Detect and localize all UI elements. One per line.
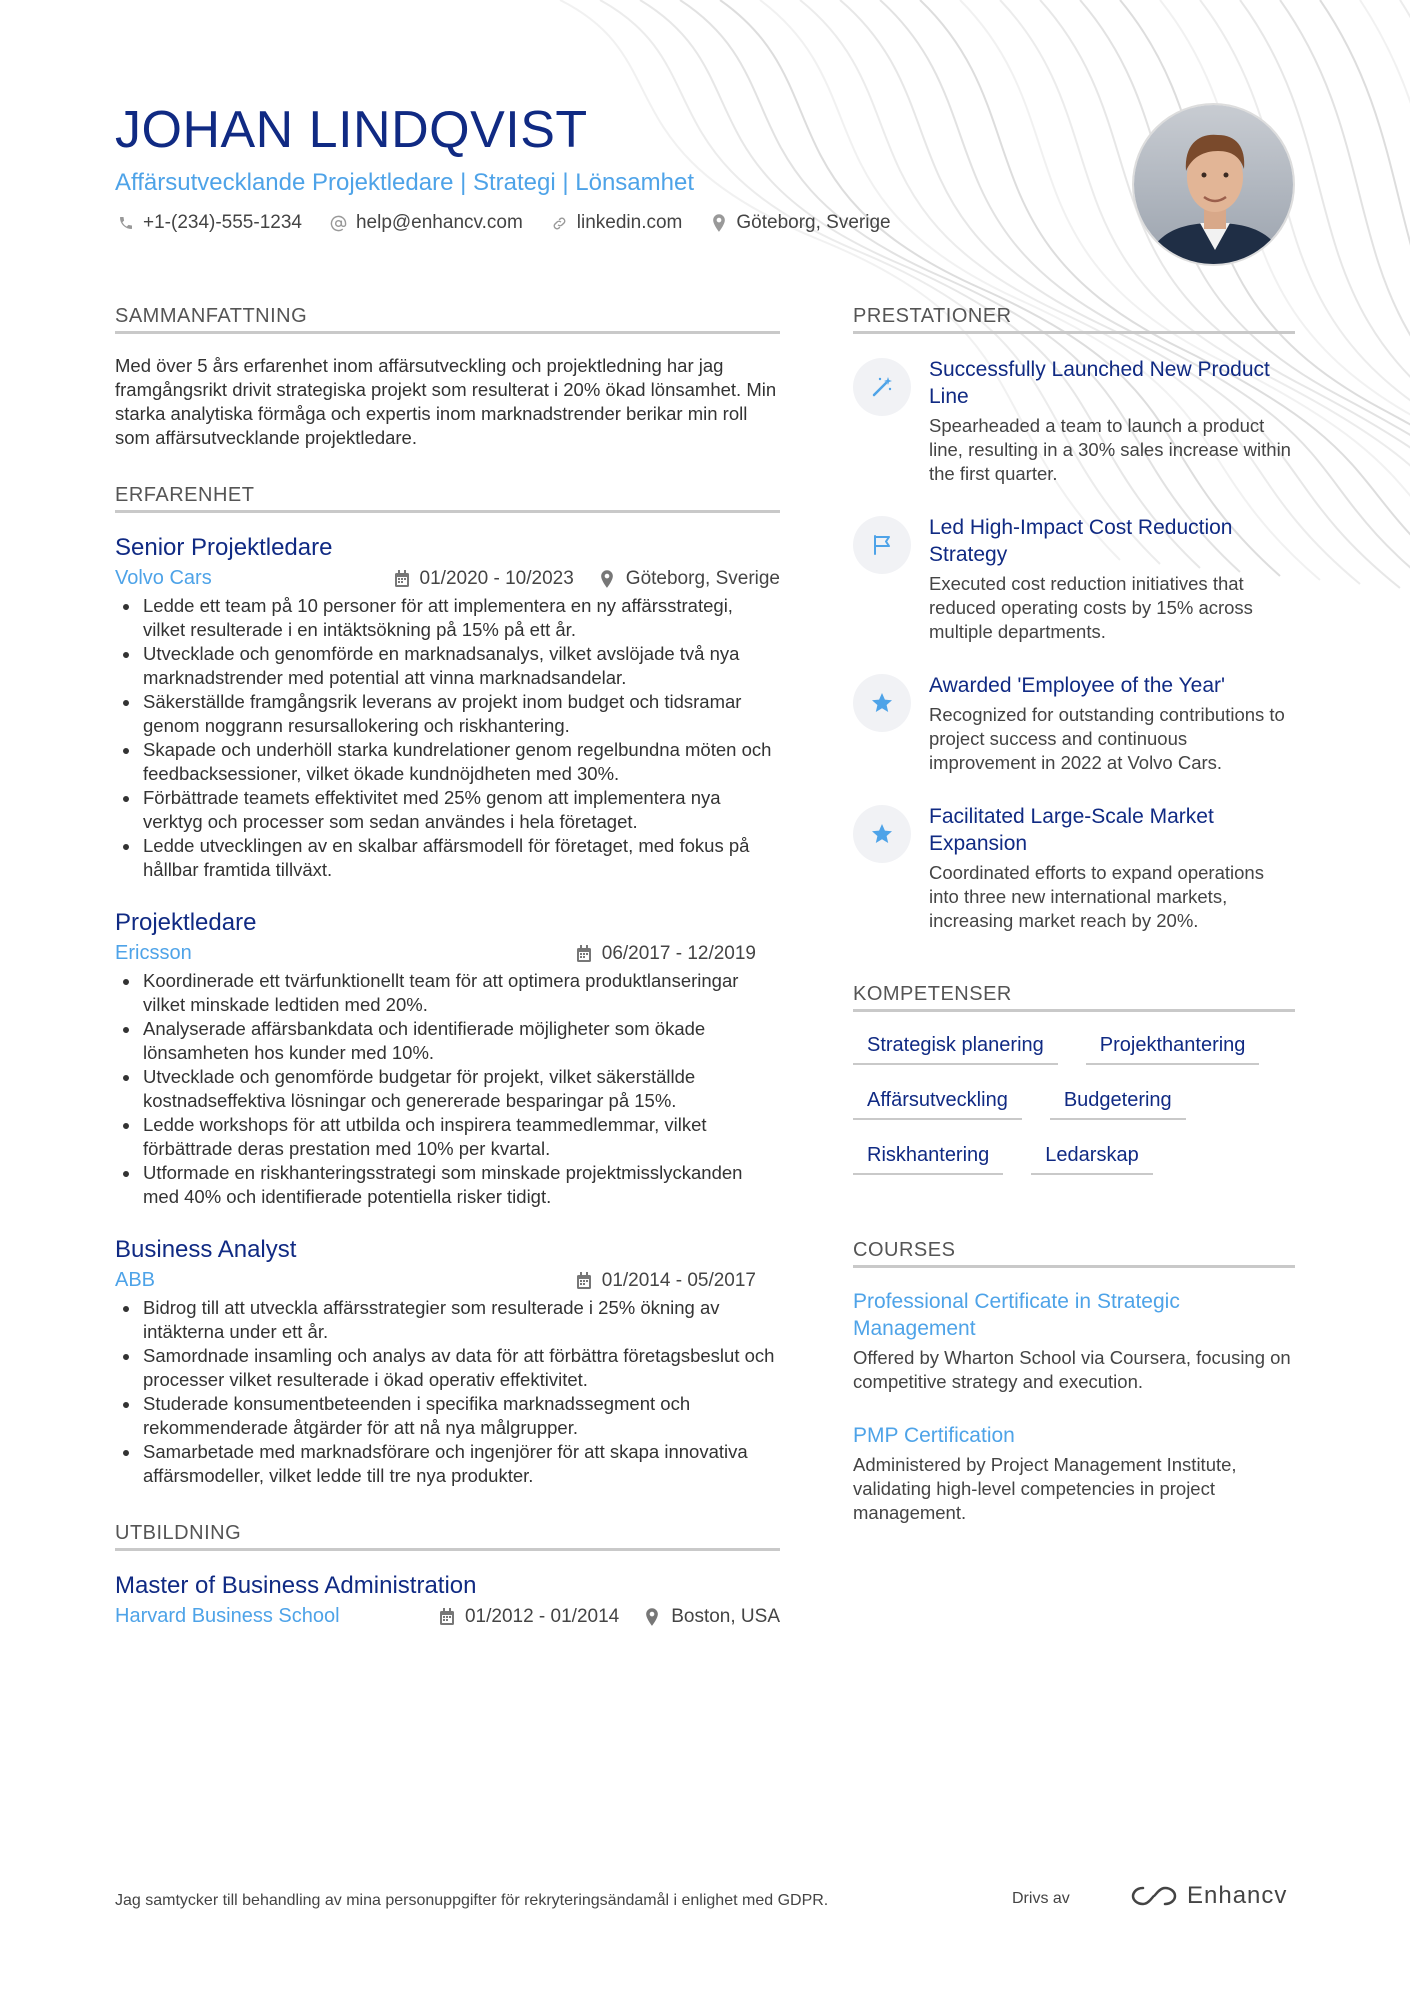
course-title: PMP Certification	[853, 1424, 1015, 1447]
star-icon	[853, 674, 911, 732]
bullet-item: Samarbetade med marknadsförare och ingenjörer för att skapa innovativa affärsmodeller, vilket ledde till tre nya produkter.	[115, 1440, 780, 1488]
education-heading: UTBILDNING	[115, 1522, 780, 1551]
skill-tag: Budgetering	[1050, 1081, 1186, 1120]
bullet-item: Ledde utvecklingen av en skalbar affärsmodell för företaget, med fokus på hållbar framtida tillväxt.	[115, 834, 780, 882]
course-desc: Offered by Wharton School via Coursera, focusing on competitive strategy and execution.	[853, 1347, 1291, 1392]
achievement-item	[853, 672, 1295, 775]
education-meta	[115, 1605, 780, 1628]
experience-heading: ERFARENHET	[115, 484, 780, 513]
skill-tag: Ledarskap	[1031, 1136, 1152, 1175]
skills-list	[853, 1026, 1295, 1191]
summary-text: Med över 5 års erfarenhet inom affärsutveckling och projektledning har jag framgångsrikt drivit strategiska projekt som resulterat i 20% ökad lönsamhet. Min starka analytiska förmåga och expertis inom marknadstrender berikar min roll som affärsutvecklande projektledare.	[115, 355, 777, 448]
job-meta	[115, 567, 780, 590]
link-icon	[549, 212, 571, 234]
job-meta	[115, 942, 780, 965]
infinity-logo-icon	[1131, 1884, 1177, 1908]
bullet-item: Utformade en riskhanteringsstrategi som minskade projektmisslyckanden med 40% och identifierade potentiella risker tidigt.	[115, 1161, 780, 1209]
at-icon	[328, 212, 350, 234]
achievement-item	[853, 514, 1295, 644]
course-desc: Administered by Project Management Institute, validating high-level competencies in project management.	[853, 1454, 1237, 1523]
bullet-item: Ledde workshops för att utbilda och inspirera teammedlemmar, vilket förbättrade deras prestation med 10% per kvartal.	[115, 1113, 780, 1161]
location-pin-icon	[645, 1608, 663, 1626]
bullet-item: Skapade och underhöll starka kundrelationer genom regelbundna möten och feedbacksessioner, vilket ökade kundnöjdheten med 30%.	[115, 738, 780, 786]
courses-heading: COURSES	[853, 1239, 1295, 1268]
phone-text: +1-(234)-555-1234	[143, 212, 302, 233]
job-bullets	[115, 1296, 780, 1488]
achievements-heading: PRESTATIONER	[853, 305, 1295, 334]
bullet-item: Förbättrade teamets effektivitet med 25% genom att implementera nya verktyg och processer som sedan användes i hela företaget.	[115, 786, 780, 834]
skill-tag: Affärsutveckling	[853, 1081, 1022, 1120]
job-location-text: Göteborg, Sverige	[625, 567, 780, 589]
contact-location	[708, 212, 890, 234]
achievement-title: Successfully Launched New Product Line	[929, 358, 1270, 408]
star-icon	[853, 805, 911, 863]
education-location-text: Boston, USA	[671, 1605, 780, 1627]
achievement-item	[853, 356, 1295, 486]
education-dates	[439, 1606, 619, 1628]
job-entry	[115, 908, 780, 1209]
job-title: Projektledare	[115, 909, 257, 936]
bullet-item: Samordnade insamling och analys av data för att förbättra företagsbeslut och processer vilket resulterade i ökad operativ effektivitet.	[115, 1344, 780, 1392]
skill-tag: Riskhantering	[853, 1136, 1003, 1175]
achievement-item	[853, 803, 1295, 933]
company-name: ABB	[115, 1269, 156, 1291]
bullet-item: Koordinerade ett tvärfunktionellt team för att optimera produktlanseringar vilket minskade ledtiden med 20%.	[115, 969, 780, 1017]
candidate-name: JOHAN LINDQVIST	[115, 101, 588, 159]
contact-email[interactable]	[328, 212, 523, 234]
enhancv-logo[interactable]	[1131, 1882, 1287, 1910]
job-meta	[115, 1269, 780, 1292]
education-dates-text: 01/2012 - 01/2014	[464, 1605, 620, 1627]
achievement-desc: Coordinated efforts to expand operations into three new international markets, increasing market reach by 20%.	[929, 862, 1264, 931]
location-pin-icon	[600, 570, 618, 588]
school-name: Harvard Business School	[115, 1605, 340, 1627]
bullet-item: Bidrog till att utveckla affärsstrategier som resulterade i 25% ökning av intäkterna under ett år.	[115, 1296, 780, 1344]
summary-heading: SAMMANFATTNING	[115, 305, 780, 334]
bullet-item: Utvecklade och genomförde en marknadsanalys, vilket avslöjade två nya marknadstrender med potential att vinna marknadsandelar.	[115, 642, 780, 690]
company-name: Ericsson	[115, 942, 192, 964]
job-title: Senior Projektledare	[115, 534, 333, 561]
job-entry	[115, 533, 780, 882]
job-dates	[576, 943, 756, 965]
linkedin-text: linkedin.com	[576, 212, 683, 233]
calendar-icon	[394, 570, 412, 588]
phone-icon	[115, 212, 137, 234]
email-text: help@enhancv.com	[355, 212, 523, 233]
job-dates-text: 06/2017 - 12/2019	[601, 942, 756, 964]
avatar	[1132, 103, 1295, 266]
job-location	[600, 568, 780, 590]
skills-section	[853, 983, 1295, 1191]
footer	[115, 1880, 1295, 1920]
right-column	[853, 305, 1295, 1559]
bullet-item: Säkerställde framgångsrik leverans av projekt inom budget och tidsramar genom noggrann resursallokering och riskhantering.	[115, 690, 780, 738]
job-bullets	[115, 969, 780, 1209]
degree-title: Master of Business Administration	[115, 1572, 477, 1599]
brand-name: Enhancv	[1187, 1882, 1288, 1909]
calendar-icon	[439, 1608, 457, 1626]
education-section	[115, 1522, 780, 1628]
job-dates	[394, 568, 574, 590]
gdpr-consent: Jag samtycker till behandling av mina personuppgifter för rekryteringsändamål i enlighet med GDPR.	[115, 1892, 829, 1909]
flag-icon	[853, 516, 911, 574]
achievement-desc: Executed cost reduction initiatives that reduced operating costs by 15% across multiple departments.	[929, 573, 1253, 642]
calendar-icon	[576, 945, 594, 963]
job-dates	[576, 1270, 756, 1292]
summary-section	[115, 305, 780, 450]
course-item	[853, 1422, 1295, 1525]
bullet-item: Studerade konsumentbeteenden i specifika marknadssegment och rekommenderade åtgärder för att nå nya målgrupper.	[115, 1392, 780, 1440]
achievement-title: Facilitated Large-Scale Market Expansion	[929, 805, 1214, 855]
contact-phone[interactable]	[115, 212, 302, 234]
powered-by-label: Drivs av	[1012, 1890, 1070, 1907]
bullet-item: Analyserade affärsbankdata och identifierade möjligheter som ökade lönsamheten hos kunder med 10%.	[115, 1017, 780, 1065]
achievement-title: Led High-Impact Cost Reduction Strategy	[929, 516, 1233, 566]
company-name: Volvo Cars	[115, 567, 212, 589]
calendar-icon	[576, 1272, 594, 1290]
achievement-desc: Spearheaded a team to launch a product line, resulting in a 30% sales increase within the first quarter.	[929, 415, 1291, 484]
course-item	[853, 1288, 1295, 1394]
education-location	[645, 1606, 780, 1628]
skill-tag: Projekthantering	[1086, 1026, 1260, 1065]
education-entry	[115, 1571, 780, 1628]
resume-header	[115, 100, 1115, 234]
job-title: Business Analyst	[115, 1236, 297, 1263]
job-dates-text: 01/2014 - 05/2017	[601, 1269, 756, 1291]
magic-wand-icon	[853, 358, 911, 416]
contact-linkedin[interactable]	[549, 212, 683, 234]
candidate-title: Affärsutvecklande Projektledare | Strategi | Lönsamhet	[115, 169, 695, 196]
contact-bar	[115, 212, 1115, 234]
location-text: Göteborg, Sverige	[736, 212, 891, 233]
course-title: Professional Certificate in Strategic Management	[853, 1290, 1180, 1340]
skill-tag: Strategisk planering	[853, 1026, 1058, 1065]
left-column	[115, 305, 780, 1662]
achievements-section	[853, 305, 1295, 933]
bullet-item: Utvecklade och genomförde budgetar för projekt, vilket säkerställde kostnadseffektiva lösningar och genererade besparingar på 15%.	[115, 1065, 780, 1113]
job-dates-text: 01/2020 - 10/2023	[419, 567, 574, 589]
achievement-desc: Recognized for outstanding contributions to project success and continuous improvement in 2022 at Volvo Cars.	[929, 704, 1285, 773]
skills-heading: KOMPETENSER	[853, 983, 1295, 1012]
bullet-item: Ledde ett team på 10 personer för att implementera en ny affärsstrategi, vilket resulterade i en intäktsökning på 15% på ett år.	[115, 594, 780, 642]
courses-section	[853, 1239, 1295, 1525]
job-entry	[115, 1235, 780, 1488]
achievement-title: Awarded 'Employee of the Year'	[929, 674, 1225, 697]
experience-section	[115, 484, 780, 1488]
location-pin-icon	[708, 212, 730, 234]
job-bullets	[115, 594, 780, 882]
